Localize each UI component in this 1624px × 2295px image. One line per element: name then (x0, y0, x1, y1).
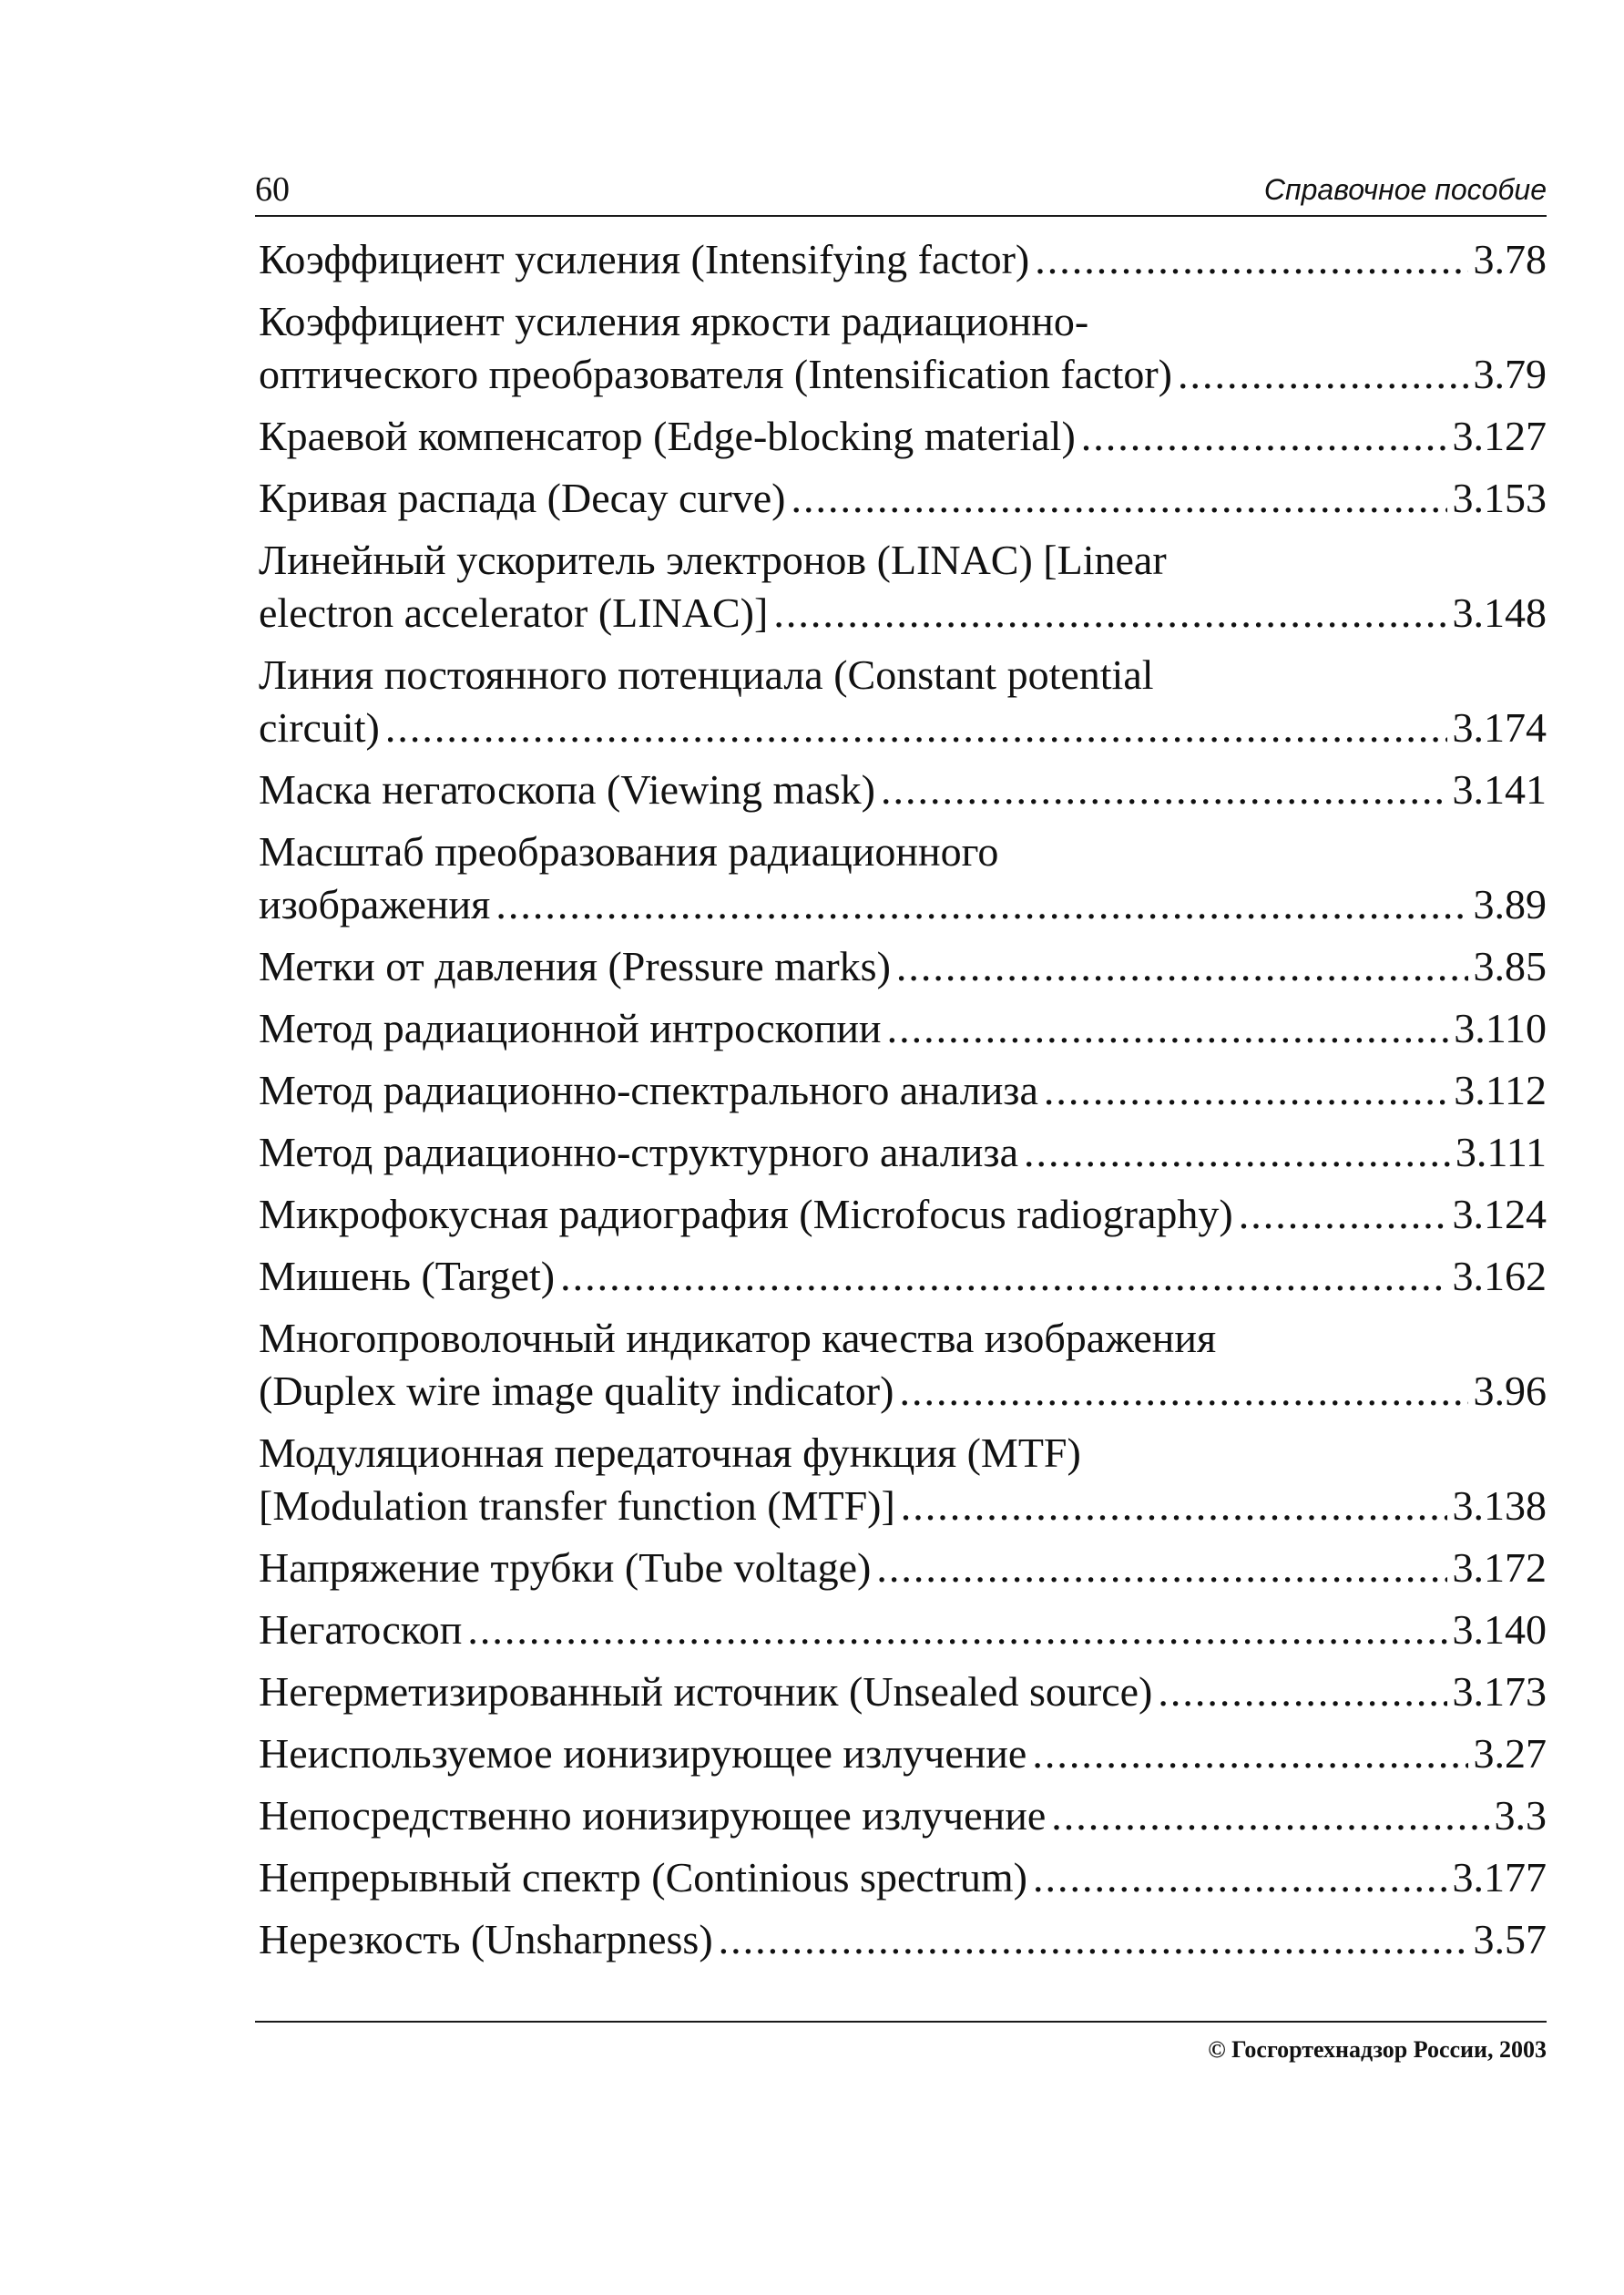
entry-reference-number: 3.172 (1452, 1544, 1547, 1591)
dot-leader (1044, 1064, 1448, 1117)
index-entry (259, 1002, 1547, 1055)
index-entry (259, 472, 1547, 525)
dot-leader (719, 1913, 1468, 1966)
dot-leader (467, 1603, 1446, 1656)
entry-reference-number: 3.89 (1473, 881, 1547, 927)
entry-term-line: Метки от давления (Pressure marks) (259, 943, 891, 989)
index-entry (259, 1312, 1547, 1418)
entry-last-line (259, 233, 1547, 286)
dot-leader (876, 1542, 1446, 1594)
index-entry (259, 534, 1547, 640)
entry-reference-number: 3.153 (1452, 475, 1547, 521)
entry-term-line: Непосредственно ионизирующее излучение (259, 1792, 1047, 1839)
index-entry (259, 1913, 1547, 1966)
entry-term-line: Мишень (Target) (259, 1253, 556, 1299)
dot-leader (1024, 1126, 1450, 1179)
entry-term-line: Линия постоянного потенциала (Constant potential (259, 651, 1154, 698)
index-entry (259, 295, 1547, 401)
entry-last-line (259, 587, 1547, 640)
entry-last-line (259, 1851, 1547, 1904)
entry-reference-number: 3.85 (1473, 943, 1547, 989)
entry-term-line: Метод радиационной интроскопии (259, 1005, 882, 1051)
entry-reference-number: 3.148 (1452, 589, 1547, 636)
dot-leader (1035, 233, 1467, 286)
dot-leader (773, 587, 1446, 640)
index-entry (259, 1665, 1547, 1718)
entry-last-line (259, 1789, 1547, 1842)
entry-last-line (259, 472, 1547, 525)
entry-term-line: Модуляционная передаточная функция (MTF) (259, 1429, 1081, 1476)
entry-last-line (259, 1002, 1547, 1055)
entry-last-line (259, 348, 1547, 401)
index-entry (259, 1250, 1547, 1303)
dot-leader (899, 1365, 1467, 1418)
dot-leader (901, 1480, 1447, 1532)
dot-leader (560, 1250, 1446, 1303)
entry-reference-number: 3.173 (1452, 1668, 1547, 1715)
entry-last-line (259, 878, 1547, 931)
dot-leader (881, 763, 1447, 816)
entry-term-line: Кривая распада (Decay curve) (259, 475, 786, 521)
index-entry (259, 649, 1547, 754)
entry-last-line (259, 410, 1547, 463)
entry-term-line: Линейный ускоритель электронов (LINAC) [Linear (259, 537, 1167, 583)
dot-leader (887, 1002, 1449, 1055)
entry-term-line: (Duplex wire image quality indicator) (259, 1368, 894, 1414)
entry-term-line: Коэффициент усиления яркости радиационно- (259, 298, 1089, 344)
index-entry-list (259, 233, 1547, 1975)
index-entry (259, 1126, 1547, 1179)
dot-leader (1033, 1851, 1447, 1904)
dot-leader (1158, 1665, 1446, 1718)
entry-reference-number: 3.112 (1454, 1067, 1547, 1113)
entry-reference-number: 3.124 (1452, 1191, 1547, 1237)
index-entry (259, 940, 1547, 993)
entry-last-line (259, 1480, 1547, 1532)
index-entry (259, 763, 1547, 816)
entry-last-line (259, 1665, 1547, 1718)
entry-term-line: electron accelerator (LINAC)] (259, 589, 769, 636)
entry-reference-number: 3.174 (1452, 704, 1547, 751)
entry-last-line (259, 1727, 1547, 1780)
entry-term-line: Микрофокусная радиография (Microfocus radiography) (259, 1191, 1233, 1237)
dot-leader (495, 878, 1467, 931)
entry-reference-number: 3.141 (1452, 766, 1547, 813)
entry-last-line (259, 1913, 1547, 1966)
index-entry (259, 1427, 1547, 1532)
header-divider (255, 215, 1547, 217)
entry-term-line: Метод радиационно-структурного анализа (259, 1129, 1018, 1175)
entry-term-line: Маска негатоскопа (Viewing mask) (259, 766, 875, 813)
index-entry (259, 1188, 1547, 1241)
entry-term-line: Негерметизированный источник (Unsealed source) (259, 1668, 1153, 1715)
entry-term-line: Непрерывный спектр (Continious spectrum) (259, 1854, 1027, 1901)
dot-leader (1051, 1789, 1488, 1842)
entry-last-line (259, 1603, 1547, 1656)
entry-last-line (259, 1188, 1547, 1241)
entry-last-line (259, 1365, 1547, 1418)
dot-leader (385, 702, 1447, 754)
entry-reference-number: 3.27 (1473, 1730, 1547, 1777)
entry-reference-number: 3.110 (1454, 1005, 1547, 1051)
entry-last-line (259, 1126, 1547, 1179)
copyright-notice: © Госгортехнадзор России, 2003 (1208, 2036, 1547, 2063)
entry-last-line (259, 1064, 1547, 1117)
dot-leader (896, 940, 1468, 993)
entry-term-line: circuit) (259, 704, 380, 751)
index-entry (259, 233, 1547, 286)
entry-term-line: Напряжение трубки (Tube voltage) (259, 1544, 872, 1591)
entry-term-line: оптического преобразователя (Intensification factor) (259, 351, 1172, 397)
entry-reference-number: 3.177 (1452, 1854, 1547, 1901)
index-entry (259, 1727, 1547, 1780)
entry-last-line (259, 763, 1547, 816)
dot-leader (1032, 1727, 1467, 1780)
entry-last-line (259, 1542, 1547, 1594)
entry-last-line (259, 940, 1547, 993)
dot-leader (1239, 1188, 1447, 1241)
entry-reference-number: 3.140 (1452, 1606, 1547, 1653)
running-title: Справочное пособие (1263, 173, 1547, 206)
index-entry (259, 1603, 1547, 1656)
dot-leader (1178, 348, 1468, 401)
entry-term-line: Масштаб преобразования радиационного (259, 828, 999, 875)
index-entry (259, 825, 1547, 931)
entry-term-line: изображения (259, 881, 491, 927)
entry-term-line: [Modulation transfer function (MTF)] (259, 1482, 895, 1529)
entry-term-line: Неиспользуемое ионизирующее излучение (259, 1730, 1027, 1777)
footer-divider (255, 2021, 1547, 2023)
entry-term-line: Метод радиационно-спектрального анализа (259, 1067, 1038, 1113)
index-entry (259, 410, 1547, 463)
entry-reference-number: 3.127 (1452, 413, 1547, 459)
entry-reference-number: 3.57 (1473, 1916, 1547, 1962)
entry-last-line (259, 1250, 1547, 1303)
dot-leader (1081, 410, 1447, 463)
entry-reference-number: 3.3 (1494, 1792, 1547, 1839)
entry-reference-number: 3.79 (1473, 351, 1547, 397)
entry-reference-number: 3.138 (1452, 1482, 1547, 1529)
index-entry (259, 1064, 1547, 1117)
index-entry (259, 1542, 1547, 1594)
dot-leader (791, 472, 1446, 525)
entry-term-line: Негатоскоп (259, 1606, 463, 1653)
page-header (255, 169, 1547, 217)
entry-term-line: Нерезкость (Unsharpness) (259, 1916, 713, 1962)
entry-reference-number: 3.111 (1455, 1129, 1547, 1175)
page-number: 60 (255, 170, 290, 209)
entry-term-line: Краевой компенсатор (Edge-blocking material) (259, 413, 1076, 459)
entry-term-line: Многопроволочный индикатор качества изображения (259, 1315, 1217, 1361)
index-entry (259, 1851, 1547, 1904)
index-entry (259, 1789, 1547, 1842)
entry-reference-number: 3.96 (1473, 1368, 1547, 1414)
entry-last-line (259, 702, 1547, 754)
entry-reference-number: 3.78 (1473, 236, 1547, 282)
entry-term-line: Коэффициент усиления (Intensifying factor) (259, 236, 1030, 282)
entry-reference-number: 3.162 (1452, 1253, 1547, 1299)
